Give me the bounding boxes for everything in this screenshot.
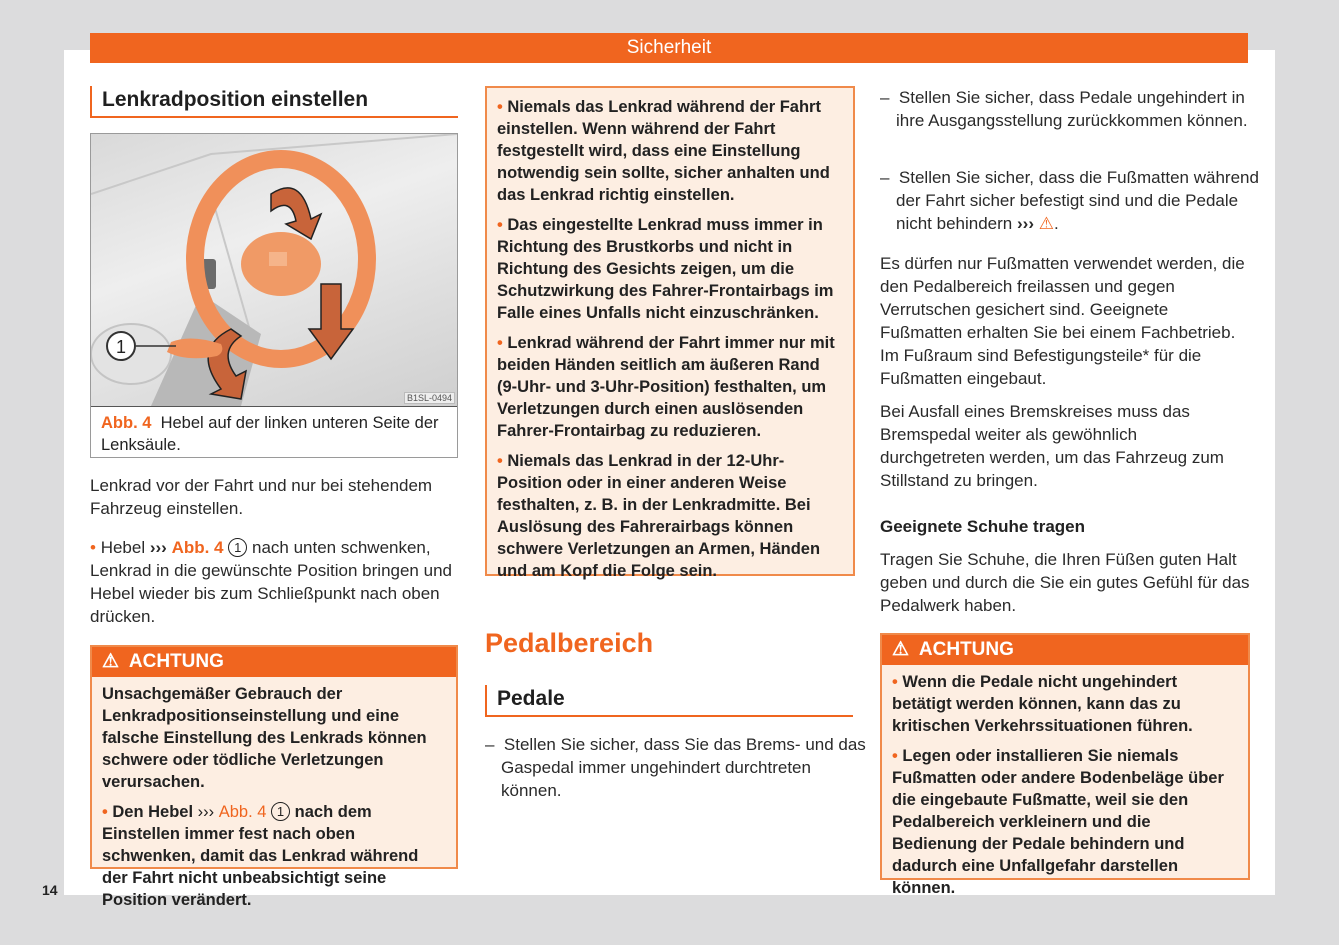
paragraph-schuhe: Tragen Sie Schuhe, die Ihren Füßen guten Halt geben und durch die Sie ein gutes Gefühl für das Pedalwerk haben. bbox=[880, 550, 1250, 615]
warning-item-text: Das eingestellte Lenkrad muss immer in Richtung des Brustkorbs und nicht in Richtung des Gesichts zeigen, um die Schutzwirkung des Fahrer-Frontairbags im Falle eines Unfalls nicht einzuschränken. bbox=[497, 216, 834, 322]
warning-box-pedale bbox=[880, 633, 1250, 897]
warning-box-continued bbox=[485, 86, 855, 580]
dash-item-text: Stellen Sie sicher, dass Sie das Brems- und das Gaspedal immer ungehindert durchtreten können. bbox=[501, 735, 866, 800]
warning-item bbox=[892, 671, 1238, 737]
figure-reference-link[interactable]: Abb. 4 bbox=[171, 538, 224, 557]
ref-arrows-icon: ››› bbox=[197, 803, 215, 821]
caption-label: Abb. 4 bbox=[101, 414, 152, 432]
warning-intro: Unsachgemäßer Gebrauch der Lenkradpositionseinstellung und eine falsche Einstellung des Lenkrads können schwere oder tödliche Verletzungen verursachen. bbox=[102, 685, 427, 791]
dash-item-text: Stellen Sie sicher, dass Pedale ungehindert in ihre Ausgangsstellung zurückkommen können. bbox=[896, 88, 1248, 130]
warning-title: ACHTUNG bbox=[918, 639, 1014, 660]
heading-lenkradposition: Lenkradposition einstellen bbox=[90, 86, 458, 118]
page-number: 14 bbox=[42, 882, 58, 898]
warning-item-text: Legen oder installieren Sie niemals Fußmatten oder andere Bodenbeläge über die eingebaute Fußmatte, weil sie den Pedalbereich verkleinern und die Bedienung der Pedale behindern und dadurch eine Unfallgefahr darstellen können. bbox=[892, 747, 1224, 897]
bullet-icon: • bbox=[90, 538, 96, 557]
bullet-icon: • bbox=[497, 98, 503, 116]
warning-item bbox=[497, 332, 843, 442]
warning-item bbox=[102, 801, 446, 911]
warning-item bbox=[892, 745, 1238, 899]
bullet-icon: • bbox=[497, 452, 503, 470]
heading-schuhe: Geeignete Schuhe tragen bbox=[880, 517, 1085, 536]
warning-body bbox=[487, 88, 853, 588]
image-code: B1SL-0494 bbox=[404, 392, 455, 404]
bullet-icon: • bbox=[497, 216, 503, 234]
warning-item-text: Lenkrad während der Fahrt immer nur mit beiden Händen seitlich am äußeren Rand (9-Uhr- und 3-Uhr-Position) festhalten, um Verletzungen durch einen auslösenden Fahrer-Frontairbag zu reduzieren. bbox=[497, 334, 835, 440]
warning-item-text: Niemals das Lenkrad während der Fahrt einstellen. Wenn während der Fahrt festgestellt wird, dass eine Einstellung notwendig sein sollte, sicher anhalten und das Lenkrad richtig einstellen. bbox=[497, 98, 830, 204]
section-banner: Sicherheit bbox=[90, 33, 1248, 63]
dash-item: – Stellen Sie sicher, dass die Fußmatten während der Fahrt sicher befestigt sind und die Pedale nicht behindern ››› ⚠. bbox=[880, 168, 1259, 233]
warning-box-lenkrad bbox=[90, 645, 458, 909]
steering-wheel-illustration bbox=[91, 134, 457, 407]
dash-item: – Stellen Sie sicher, dass Sie das Brems- und das Gaspedal immer ungehindert durchtreten können. bbox=[485, 735, 866, 800]
figure-abb-4 bbox=[90, 133, 458, 458]
warning-item bbox=[497, 214, 843, 324]
warning-triangle-icon: ⚠ bbox=[892, 639, 910, 660]
intro-text: Lenkrad vor der Fahrt und nur bei stehendem Fahrzeug einstellen. bbox=[90, 476, 433, 518]
ref-arrows-icon: ››› bbox=[1017, 214, 1034, 233]
warning-triangle-link-icon[interactable]: ⚠ bbox=[1038, 214, 1054, 233]
steering-wheel-icon bbox=[91, 134, 457, 406]
step-suffix: nach unten schwenken, Lenkrad in die gewünschte Position bringen und Hebel wieder bis zum Schließpunkt nach oben drücken. bbox=[90, 538, 452, 626]
bullet-icon: • bbox=[892, 673, 898, 691]
warning-item bbox=[497, 450, 843, 582]
heading-pedale: Pedale bbox=[485, 685, 853, 717]
step-instruction bbox=[90, 536, 460, 628]
warning-item-suffix: nach dem Einstellen immer fest nach oben schwenken, damit das Lenkrad während der Fahrt nicht unbeabsichtigt seine Position verändert. bbox=[102, 803, 419, 909]
warning-triangle-icon: ⚠ bbox=[102, 651, 120, 672]
warning-item-text: Niemals das Lenkrad in der 12-Uhr-Position oder in einer anderen Weise festhalten, z. B. in der Lenkradmitte. Bei Auslösung des Fahrerairbags können schwere Verletzungen an Armen, Händen und am Kopf die Folge sein. bbox=[497, 452, 821, 580]
bullet-icon: • bbox=[892, 747, 898, 765]
caption-text: Hebel auf der linken unteren Seite der Lenksäule. bbox=[101, 414, 439, 454]
warning-item bbox=[497, 96, 843, 206]
warning-body bbox=[882, 665, 1248, 905]
section-title-pedalbereich: Pedalbereich bbox=[485, 628, 654, 658]
figure-caption bbox=[101, 412, 447, 456]
figure-reference-link[interactable]: Abb. 4 bbox=[218, 803, 267, 821]
paragraph-fussmatten: Es dürfen nur Fußmatten verwendet werden, die den Pedalbereich freilassen und gegen Verrutschen gesichert sind. Geeignete Fußmatten erhalten Sie bei einem Fachbetrieb. Im Fußraum sind Befestigungsteile* für die Fußmatten eingebaut. bbox=[880, 254, 1245, 388]
paragraph-bremskreis: Bei Ausfall eines Bremskreises muss das Bremspedal weiter als gewöhnlich durchgetreten werden, um das Fahrzeug zum Stillstand zu bringen. bbox=[880, 402, 1224, 490]
warning-body bbox=[92, 677, 456, 917]
bullet-icon: • bbox=[102, 803, 108, 821]
ref-arrows-icon: ››› bbox=[149, 538, 167, 557]
warning-header bbox=[882, 635, 1248, 665]
warning-header bbox=[92, 647, 456, 677]
warning-item-text: Wenn die Pedale nicht ungehindert betätigt werden können, kann das zu kritischen Verkehrssituationen führen. bbox=[892, 673, 1193, 735]
callout-number: 1 bbox=[228, 538, 247, 557]
bullet-icon: • bbox=[497, 334, 503, 352]
warning-item-prefix: Den Hebel bbox=[112, 803, 194, 821]
step-prefix: Hebel bbox=[100, 538, 146, 557]
warning-title: ACHTUNG bbox=[128, 651, 224, 672]
dash-item-text: Stellen Sie sicher, dass die Fußmatten während der Fahrt sicher befestigt sind und die Pedale nicht behindern bbox=[896, 168, 1259, 233]
callout-number: 1 bbox=[271, 802, 290, 821]
dash-item: – Stellen Sie sicher, dass Pedale ungehindert in ihre Ausgangsstellung zurückkommen können. bbox=[880, 88, 1248, 130]
svg-text:1: 1 bbox=[115, 337, 127, 357]
